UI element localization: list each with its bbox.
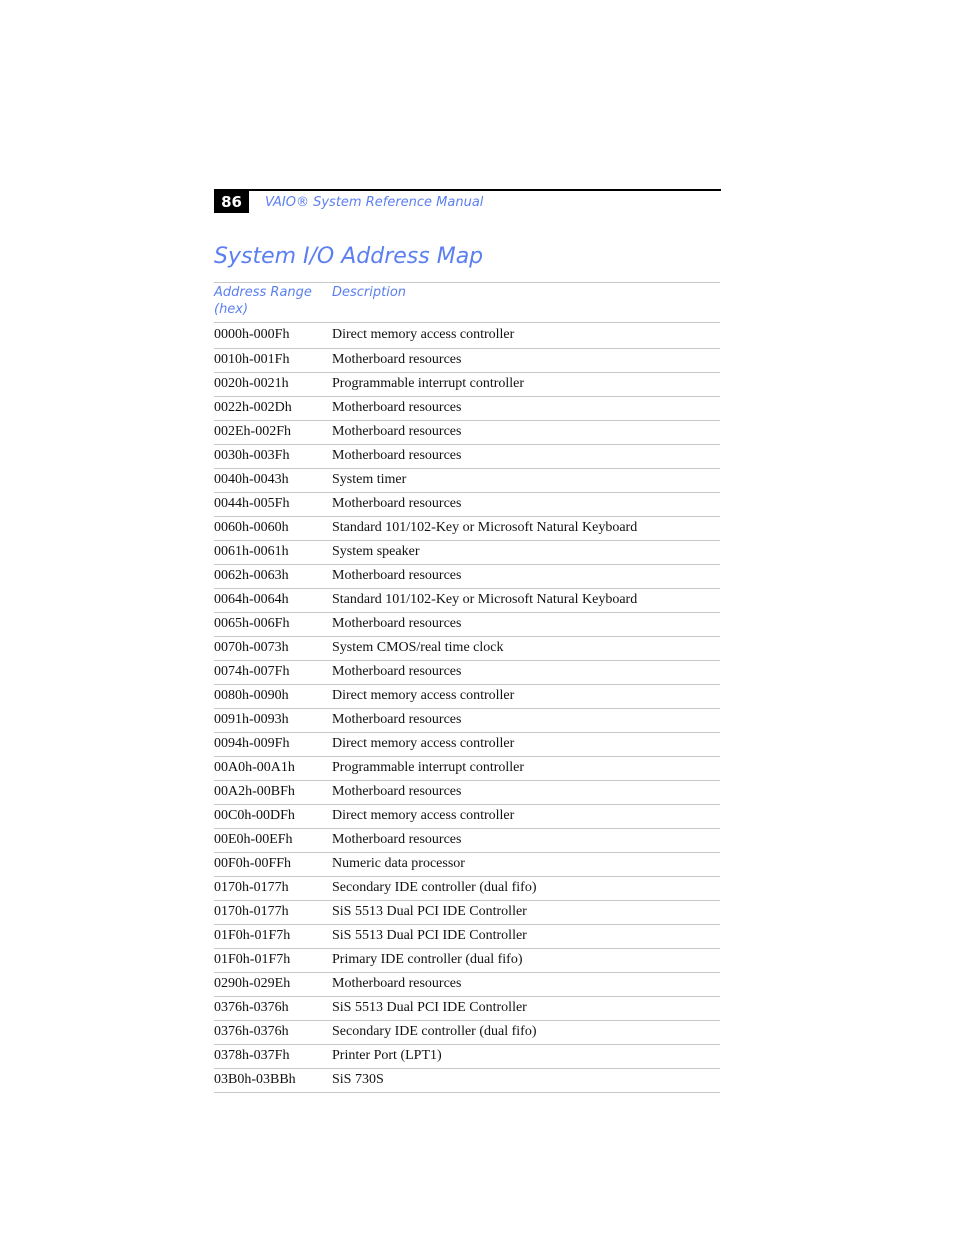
address-range-cell: 01F0h-01F7h — [214, 949, 332, 973]
description-cell: SiS 5513 Dual PCI IDE Controller — [332, 925, 720, 949]
table-row — [214, 781, 720, 805]
table-row — [214, 517, 720, 541]
address-range-cell: 0000h-000Fh — [214, 323, 332, 349]
table-row — [214, 565, 720, 589]
description-cell: Printer Port (LPT1) — [332, 1045, 720, 1069]
table-row — [214, 733, 720, 757]
address-range-cell: 00E0h-00EFh — [214, 829, 332, 853]
description-cell: Direct memory access controller — [332, 805, 720, 829]
table-row — [214, 373, 720, 397]
address-range-cell: 0378h-037Fh — [214, 1045, 332, 1069]
header-rule — [214, 189, 721, 191]
column-header-address-range — [214, 283, 332, 323]
table-row — [214, 349, 720, 373]
running-header: VAIO® System Reference Manual — [265, 195, 484, 210]
table-row — [214, 757, 720, 781]
table-row — [214, 925, 720, 949]
description-cell: Secondary IDE controller (dual fifo) — [332, 877, 720, 901]
table-row — [214, 1045, 720, 1069]
page-number: 86 — [214, 191, 249, 213]
description-cell: Motherboard resources — [332, 349, 720, 373]
description-cell: Motherboard resources — [332, 709, 720, 733]
description-cell: SiS 5513 Dual PCI IDE Controller — [332, 901, 720, 925]
description-cell: Motherboard resources — [332, 421, 720, 445]
address-range-cell: 0070h-0073h — [214, 637, 332, 661]
description-cell: System timer — [332, 469, 720, 493]
description-cell: Standard 101/102-Key or Microsoft Natural Keyboard — [332, 589, 720, 613]
table-row — [214, 493, 720, 517]
description-cell: System CMOS/real time clock — [332, 637, 720, 661]
description-cell: Programmable interrupt controller — [332, 373, 720, 397]
description-cell: Motherboard resources — [332, 565, 720, 589]
table-row — [214, 1021, 720, 1045]
table-row — [214, 589, 720, 613]
address-range-cell: 0062h-0063h — [214, 565, 332, 589]
address-range-cell: 00F0h-00FFh — [214, 853, 332, 877]
table-row — [214, 949, 720, 973]
table-row — [214, 901, 720, 925]
description-cell: Motherboard resources — [332, 661, 720, 685]
address-range-cell: 0376h-0376h — [214, 1021, 332, 1045]
io-address-table — [214, 282, 720, 1093]
table-row — [214, 613, 720, 637]
description-cell: Programmable interrupt controller — [332, 757, 720, 781]
address-range-cell: 0010h-001Fh — [214, 349, 332, 373]
address-range-cell: 03B0h-03BBh — [214, 1069, 332, 1093]
description-cell: SiS 5513 Dual PCI IDE Controller — [332, 997, 720, 1021]
table-row — [214, 397, 720, 421]
address-range-cell: 002Eh-002Fh — [214, 421, 332, 445]
column-header-address-range-line1: Address Range — [214, 285, 312, 300]
table-row — [214, 637, 720, 661]
table-row — [214, 805, 720, 829]
description-cell: Direct memory access controller — [332, 323, 720, 349]
table-row — [214, 853, 720, 877]
description-cell: Motherboard resources — [332, 613, 720, 637]
address-range-cell: 0022h-002Dh — [214, 397, 332, 421]
table-row — [214, 445, 720, 469]
description-cell: Numeric data processor — [332, 853, 720, 877]
column-header-description: Description — [332, 283, 720, 323]
address-range-cell: 0290h-029Eh — [214, 973, 332, 997]
address-range-cell: 0064h-0064h — [214, 589, 332, 613]
address-range-cell: 0094h-009Fh — [214, 733, 332, 757]
table-row — [214, 661, 720, 685]
description-cell: Motherboard resources — [332, 493, 720, 517]
table-row — [214, 685, 720, 709]
address-range-cell: 0170h-0177h — [214, 877, 332, 901]
address-range-cell: 01F0h-01F7h — [214, 925, 332, 949]
address-range-cell: 00A0h-00A1h — [214, 757, 332, 781]
address-range-cell: 0020h-0021h — [214, 373, 332, 397]
table-row — [214, 469, 720, 493]
address-range-cell: 0376h-0376h — [214, 997, 332, 1021]
address-range-cell: 0170h-0177h — [214, 901, 332, 925]
table-body — [214, 323, 720, 1093]
description-cell: Motherboard resources — [332, 397, 720, 421]
description-cell: Motherboard resources — [332, 781, 720, 805]
address-range-cell: 0065h-006Fh — [214, 613, 332, 637]
section-title: System I/O Address Map — [214, 244, 484, 269]
table-row — [214, 541, 720, 565]
address-range-cell: 0040h-0043h — [214, 469, 332, 493]
address-range-cell: 0080h-0090h — [214, 685, 332, 709]
table-header-row — [214, 283, 720, 323]
description-cell: System speaker — [332, 541, 720, 565]
table-row — [214, 829, 720, 853]
address-range-cell: 00A2h-00BFh — [214, 781, 332, 805]
table-row — [214, 997, 720, 1021]
table-row — [214, 421, 720, 445]
address-range-cell: 0074h-007Fh — [214, 661, 332, 685]
description-cell: Primary IDE controller (dual fifo) — [332, 949, 720, 973]
description-cell: Motherboard resources — [332, 445, 720, 469]
table-row — [214, 709, 720, 733]
table-row — [214, 1069, 720, 1093]
table-row — [214, 323, 720, 349]
address-range-cell: 0030h-003Fh — [214, 445, 332, 469]
description-cell: SiS 730S — [332, 1069, 720, 1093]
description-cell: Direct memory access controller — [332, 733, 720, 757]
description-cell: Motherboard resources — [332, 973, 720, 997]
address-range-cell: 00C0h-00DFh — [214, 805, 332, 829]
table-row — [214, 973, 720, 997]
description-cell: Motherboard resources — [332, 829, 720, 853]
address-range-cell: 0091h-0093h — [214, 709, 332, 733]
description-cell: Direct memory access controller — [332, 685, 720, 709]
address-range-cell: 0061h-0061h — [214, 541, 332, 565]
table-row — [214, 877, 720, 901]
description-cell: Secondary IDE controller (dual fifo) — [332, 1021, 720, 1045]
column-header-address-range-line2: (hex) — [214, 302, 249, 317]
description-cell: Standard 101/102-Key or Microsoft Natural Keyboard — [332, 517, 720, 541]
address-range-cell: 0044h-005Fh — [214, 493, 332, 517]
address-range-cell: 0060h-0060h — [214, 517, 332, 541]
